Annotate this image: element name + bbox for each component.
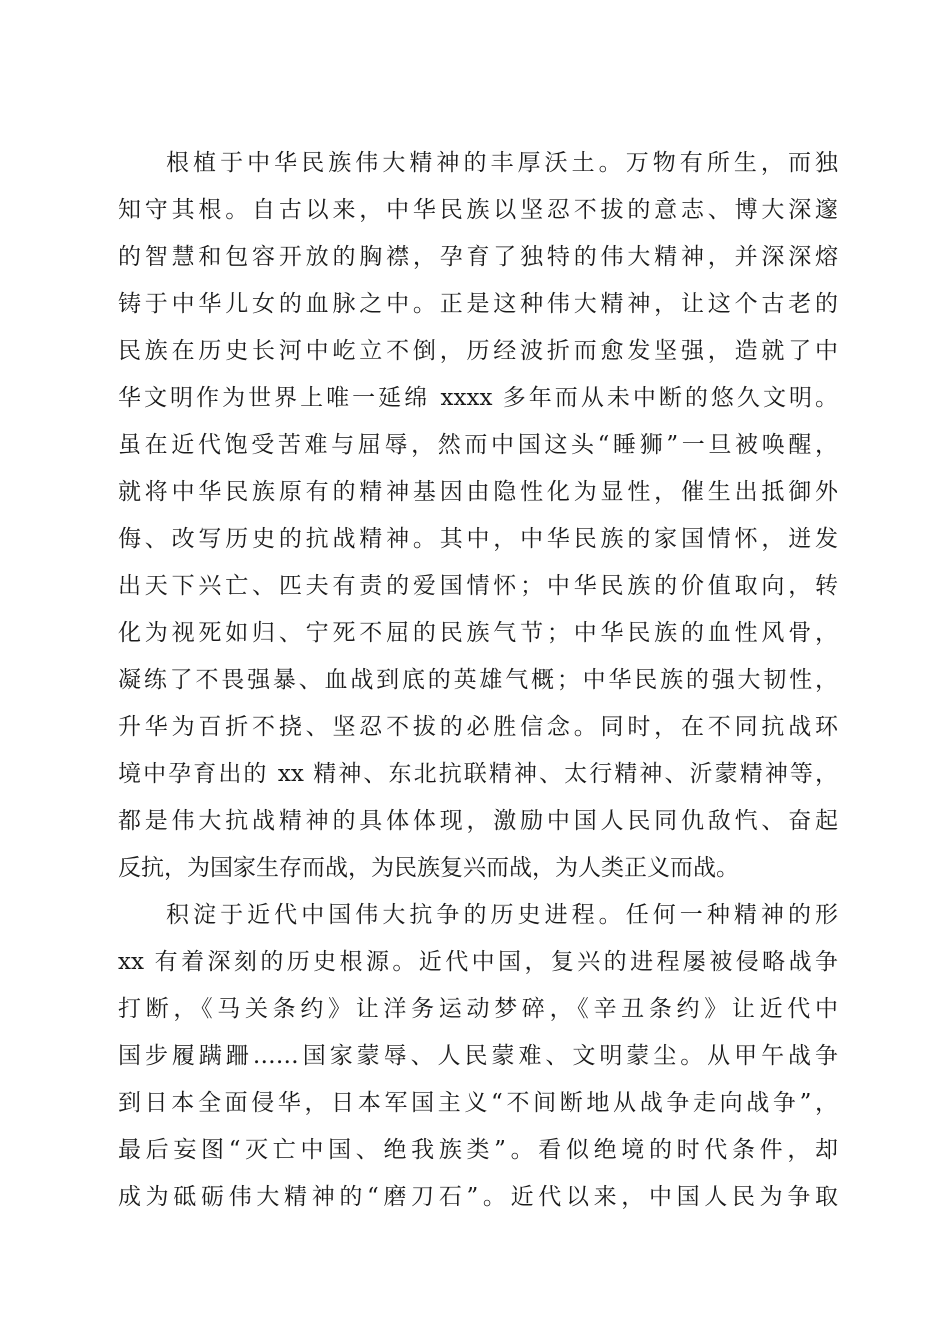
text-line: 积淀于近代中国伟大抗争的历史进程。任何一种精神的形 bbox=[166, 902, 838, 928]
text-line: 根植于中华民族伟大精神的丰厚沃土。万物有所生，而独 bbox=[166, 150, 838, 176]
text-line: 最后妄图“灭亡中国、绝我族类”。看似绝境的时代条件，却 bbox=[118, 1137, 838, 1163]
paragraph-2 bbox=[118, 892, 838, 1221]
text-line: 升华为百折不挠、坚忍不拔的必胜信念。同时，在不同抗战环 bbox=[118, 714, 838, 740]
body-text bbox=[118, 140, 838, 1221]
text-line: 化为视死如归、宁死不屈的民族气节；中华民族的血性风骨， bbox=[118, 620, 838, 646]
text-line: 知守其根。自古以来，中华民族以坚忍不拔的意志、博大深邃 bbox=[118, 197, 838, 223]
text-line: 国步履蹒跚……国家蒙辱、人民蒙难、文明蒙尘。从甲午战争 bbox=[118, 1043, 838, 1069]
text-line: 铸于中华儿女的血脉之中。正是这种伟大精神，让这个古老的 bbox=[118, 291, 838, 317]
text-line: 虽在近代饱受苦难与屈辱，然而中国这头“睡狮”一旦被唤醒， bbox=[118, 432, 838, 458]
text-line: 都是伟大抗战精神的具体体现，激励中国人民同仇敌忾、奋起 bbox=[118, 808, 838, 834]
text-line: 出天下兴亡、匹夫有责的爱国情怀；中华民族的价值取向，转 bbox=[118, 573, 838, 599]
text-line: 就将中华民族原有的精神基因由隐性化为显性，催生出抵御外 bbox=[118, 479, 838, 505]
text-line: 境中孕育出的 xx 精神、东北抗联精神、太行精神、沂蒙精神等， bbox=[118, 761, 838, 787]
text-line: 成为砥砺伟大精神的“磨刀石”。近代以来，中国人民为争取 bbox=[118, 1184, 838, 1210]
text-line: 的智慧和包容开放的胸襟，孕育了独特的伟大精神，并深深熔 bbox=[118, 244, 838, 270]
text-line: 打断，《马关条约》让洋务运动梦碎，《辛丑条约》让近代中 bbox=[118, 996, 838, 1022]
text-line: 华文明作为世界上唯一延绵 xxxx 多年而从未中断的悠久文明。 bbox=[118, 385, 838, 411]
text-line: 到日本全面侵华，日本军国主义“不间断地从战争走向战争”， bbox=[118, 1090, 838, 1116]
text-line: 反抗，为国家生存而战，为民族复兴而战，为人类正义而战。 bbox=[118, 855, 739, 881]
paragraph-1 bbox=[118, 140, 838, 892]
text-line: 侮、改写历史的抗战精神。其中，中华民族的家国情怀，迸发 bbox=[118, 526, 838, 552]
text-line: xx 有着深刻的历史根源。近代中国，复兴的进程屡被侵略战争 bbox=[118, 949, 838, 975]
text-line: 民族在历史长河中屹立不倒，历经波折而愈发坚强，造就了中 bbox=[118, 338, 838, 364]
text-line: 凝练了不畏强暴、血战到底的英雄气概；中华民族的强大韧性， bbox=[118, 667, 838, 693]
